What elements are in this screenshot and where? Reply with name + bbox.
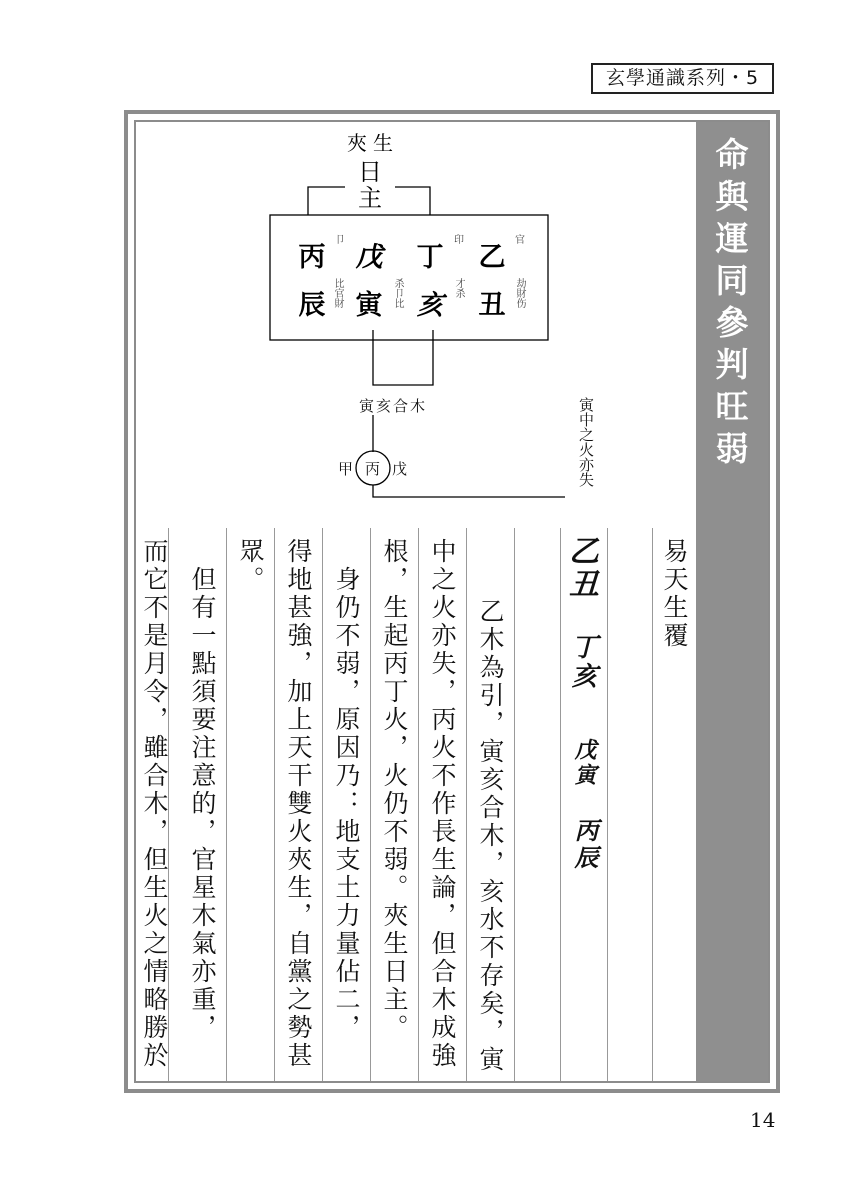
branch-2: 寅	[355, 290, 383, 321]
column-rule	[560, 528, 561, 1081]
column-rule	[466, 528, 467, 1081]
day-master-char-1: 日	[358, 158, 382, 186]
column-rule	[322, 528, 323, 1081]
column-rule	[652, 528, 653, 1081]
text-column: 身仍不弱，原因乃：地支土力量佔二，	[332, 538, 361, 1042]
chapter-title-char: 同	[715, 261, 749, 300]
branch-god-1: 比官財	[332, 278, 343, 308]
side-note: 寅中之火亦失	[577, 397, 595, 487]
branch-3: 亥	[416, 290, 444, 321]
column-rule	[370, 528, 371, 1081]
text-column: 眾。	[236, 538, 265, 594]
pillar-3: 戊寅	[571, 738, 597, 788]
stem-1: 丙	[298, 242, 326, 273]
text-column: 而它不是月令，雖合木，但生火之情略勝於	[140, 538, 169, 1070]
text-column: 得地甚強，加上天干雙火夾生，自黨之勢甚	[284, 538, 313, 1070]
stem-4: 乙	[478, 242, 506, 273]
branch-god-3: 才杀	[453, 278, 464, 298]
top-label: 夾生	[347, 131, 399, 155]
text-column: 中之火亦失，丙火不作長生論，但合木成強	[428, 538, 457, 1070]
section-heading: 易天生覆	[660, 538, 689, 650]
combo-label: 寅亥合木	[359, 397, 428, 415]
stem-god-2: 印	[454, 235, 464, 246]
stem-3: 丁	[416, 242, 444, 273]
column-rule	[607, 528, 608, 1081]
pillar-1: 乙丑	[563, 535, 598, 601]
branch-god-4: 劫財伤	[514, 278, 525, 308]
series-label: 玄學通識系列・5	[591, 63, 774, 94]
chapter-title-char: 參	[715, 303, 749, 342]
circle-right: 戊	[392, 460, 408, 478]
circle-left: 甲	[338, 460, 354, 478]
pillar-2: 丁亥	[567, 633, 597, 691]
column-rule	[226, 528, 227, 1081]
chapter-title-char: 判	[715, 345, 749, 384]
pillar-4: 丙辰	[570, 818, 599, 872]
column-rule	[274, 528, 275, 1081]
day-master-char-2: 主	[358, 184, 382, 212]
chapter-title-char: 運	[715, 219, 749, 258]
chapter-title-char: 與	[715, 177, 749, 216]
stem-god-1: 卩	[335, 235, 345, 246]
chapter-title-char: 旺	[715, 387, 749, 426]
circle-center: 丙	[365, 460, 381, 478]
chapter-title-char: 命	[715, 135, 749, 174]
branch-god-2: 杀卩比	[392, 278, 403, 308]
text-column: 但有一點須要注意的，官星木氣亦重，	[188, 538, 217, 1042]
column-rule	[514, 528, 515, 1081]
branch-4: 丑	[478, 290, 506, 321]
column-rule	[418, 528, 419, 1081]
chapter-title-char: 弱	[715, 429, 749, 468]
bazi-diagram	[0, 0, 841, 520]
stem-god-3: 官	[515, 235, 525, 246]
text-column: 根，生起丙丁火，火仍不弱。夾生日主。	[380, 538, 409, 1042]
stem-2: 戊	[355, 242, 383, 273]
page-number: 14	[750, 1108, 776, 1132]
text-column: 乙木為引，寅亥合木，亥水不存矣，寅	[476, 598, 505, 1074]
branch-1: 辰	[298, 290, 326, 321]
